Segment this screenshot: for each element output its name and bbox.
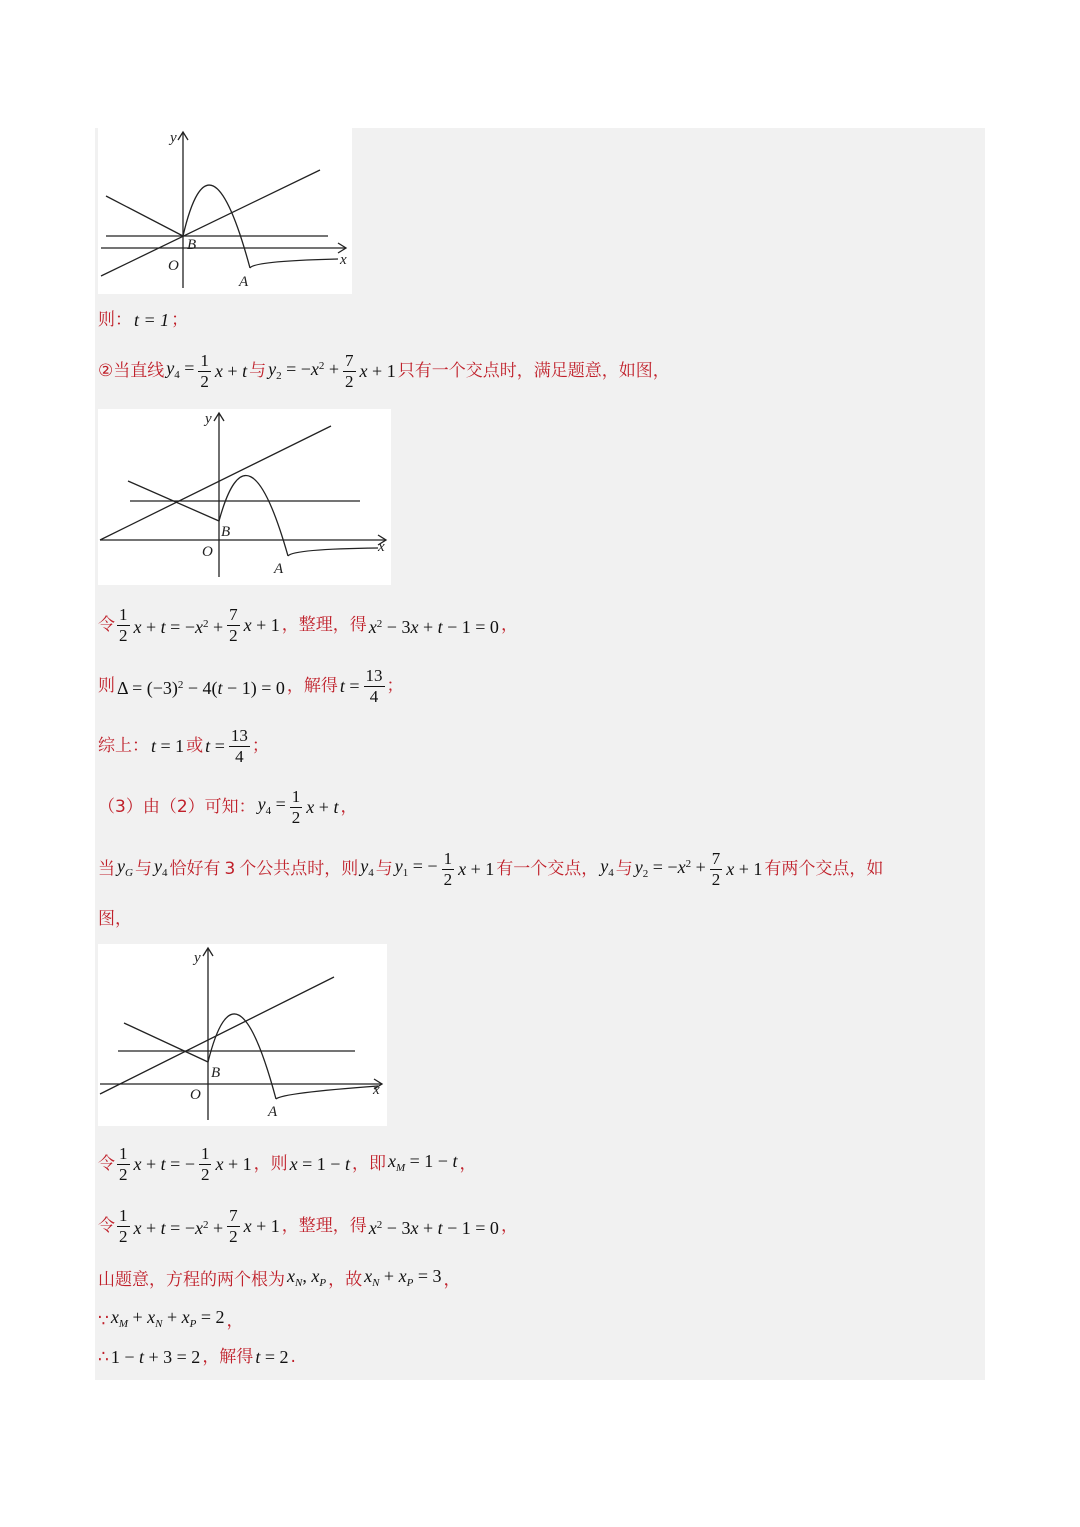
origin-label: O: [202, 544, 213, 560]
origin-label: O: [190, 1087, 201, 1103]
equation-line-9: 令 $\frac{1}{2}$ x + t = − $\frac{1}{2}$ x + 1 ，则 x = 1 − t ，即 $x_M = 1 - t$ ，: [98, 1143, 477, 1184]
graph-figure-3: [98, 944, 387, 1126]
point-b-label: B: [211, 1065, 221, 1081]
part-3-line-7: 当 $y_G$ 与 $y_4$ 恰好有 3 个公共点时，则 $y_4$ 与 $y_1$ = − $\frac{1}{2}$ x + 1 有一个交点， $y_4$ 与 $y_2 = -x^2$ + $\frac{7}{2}$ x + 1 有两个交点，如: [98, 848, 884, 889]
graph-figure-2: [98, 409, 391, 585]
graph-figure-1: [98, 128, 352, 294]
part-3-line-8: 图，: [98, 909, 132, 929]
equation-line-3: 令 $\frac{1}{2}$ $x + t = -x^2$ + $\frac{7}{2}$ x + 1 ，整理，得 $x^2 - 3x + t - 1 = 0$ ，: [98, 604, 518, 645]
x-axis-label: x: [378, 539, 385, 555]
because-line-12: ∵ $x_M + x_N + x_P = 2$ ，: [98, 1307, 244, 1331]
point-b-label: B: [187, 237, 197, 253]
math-expr: t = 1: [134, 310, 170, 330]
part-3-line-6: （3）由（2）可知： $y_4$ = $\frac{1}{2}$ x + t ，: [98, 786, 358, 827]
y-axis-label: y: [205, 411, 212, 427]
therefore-line-13: ∴ 1 − t + 3 = 2 ，解得 t = 2 .: [98, 1347, 296, 1367]
answer-line-1: 则： t = 1 ；: [98, 310, 189, 330]
point-a-label: A: [239, 274, 249, 290]
y-axis-label: y: [170, 130, 177, 146]
roots-line-11: 山题意，方程的两个根为 $x_N$, $x_P$ ，故 $x_N + x_P = 3$ ，: [98, 1266, 461, 1290]
x-axis-label: x: [373, 1082, 380, 1098]
origin-label: O: [168, 258, 179, 274]
equation-line-4: 则 $\Delta = (-3)^2 - 4(t - 1) = 0$ ，解得 t = $\frac{13}{4}$ ；: [98, 665, 404, 706]
equation-line-10: 令 $\frac{1}{2}$ $x + t = -x^2$ + $\frac{7}{2}$ x + 1 ，整理，得 $x^2 - 3x + t - 1 = 0$ ，: [98, 1205, 518, 1246]
case-2-statement: ② 当直线 $y_4$ = $\frac{1}{2}$ x + t 与 $y_2 = -x^2$ + $\frac{7}{2}$ x + 1 只有一个交点时，满足题意，如图，: [98, 350, 670, 391]
point-a-label: A: [274, 561, 284, 577]
point-b-label: B: [221, 524, 231, 540]
x-axis-label: x: [340, 252, 347, 268]
summary-line-5: 综上： t = 1 或 t = $\frac{13}{4}$ ；: [98, 725, 269, 766]
point-a-label: A: [268, 1104, 278, 1120]
y-axis-label: y: [194, 950, 201, 966]
